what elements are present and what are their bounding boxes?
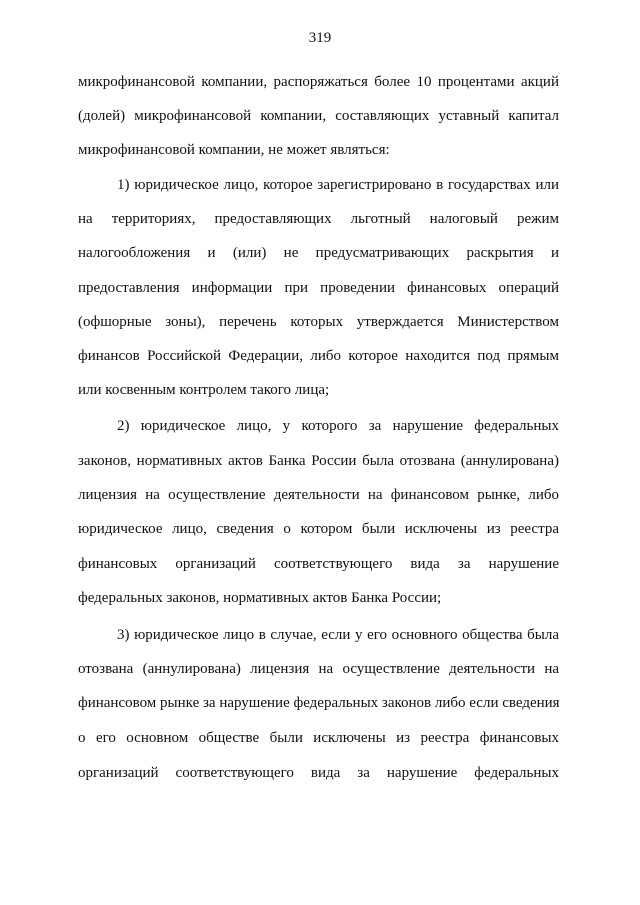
text-line: юридическое лицо, сведения о котором были исключены из реестра [78, 521, 559, 537]
text-line: отозвана (аннулирована) лицензия на осуществление деятельности на [78, 661, 559, 677]
text-line: организаций соответствующего вида за нарушение федеральных [78, 765, 559, 781]
text-line: микрофинансовой компании, распоряжаться более 10 процентами акций [78, 74, 559, 90]
text-line: федеральных законов, нормативных актов Банка России; [78, 590, 442, 606]
text-line: финансовом рынке за нарушение федеральных законов либо если сведения [78, 695, 560, 711]
text-line: на территориях, предоставляющих льготный налоговый режим [78, 211, 559, 227]
text-line: (офшорные зоны), перечень которых утверждается Министерством [78, 314, 559, 330]
text-line: 3) юридическое лицо в случае, если у его основного общества была [117, 627, 559, 643]
text-line: микрофинансовой компании, не может являться: [78, 142, 390, 158]
text-line: (долей) микрофинансовой компании, составляющих уставный капитал [78, 108, 559, 124]
text-line: о его основном обществе были исключены из реестра финансовых [78, 730, 559, 746]
text-line: финансовых организаций соответствующего вида за нарушение [78, 556, 559, 572]
text-line: предоставления информации при проведении финансовых операций [78, 280, 559, 296]
text-line: лицензия на осуществление деятельности на финансовом рынке, либо [78, 487, 559, 503]
text-line: или косвенным контролем такого лица; [78, 382, 330, 398]
text-line: финансов Российской Федерации, либо которое находится под прямым [78, 348, 559, 364]
page-number: 319 [308, 30, 332, 46]
text-line: налогообложения и (или) не предусматривающих раскрытия и [78, 245, 559, 261]
text-line: законов, нормативных актов Банка России была отозвана (аннулирована) [78, 453, 559, 469]
text-line: 1) юридическое лицо, которое зарегистрировано в государствах или [117, 177, 559, 193]
text-line: 2) юридическое лицо, у которого за нарушение федеральных [117, 418, 559, 434]
